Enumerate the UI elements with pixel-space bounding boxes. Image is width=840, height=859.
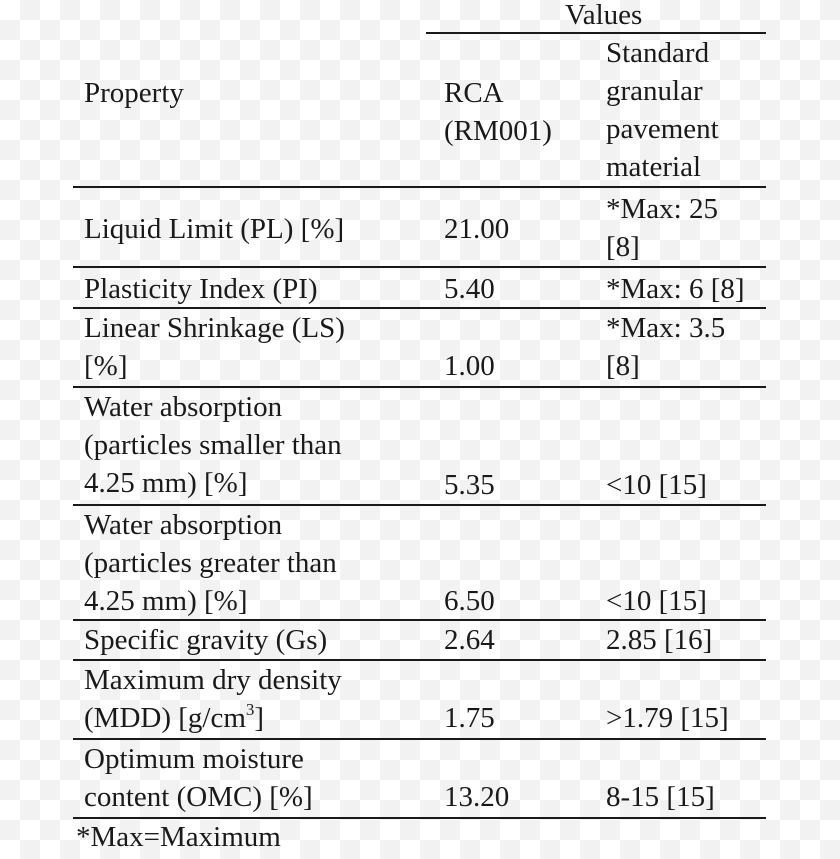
row-6-rca: 2.64 [444, 624, 495, 656]
row-7-property-line2: (MDD) $[g/cm^3]$ [84, 700, 265, 734]
row-5-property: Water absorption (particles greater than 4.25 mm) [%] [84, 509, 337, 617]
row-7-rca: 1.75 [444, 702, 495, 734]
row-7-property-line1: Maximum dry density [84, 664, 342, 696]
row-1-standard: *Max: 25 [8] [606, 193, 718, 263]
property-header: Property [84, 77, 184, 109]
row-5-rca: 6.50 [444, 585, 495, 617]
row-2-rca: 5.40 [444, 273, 495, 305]
row-5-standard: <10 [15] [606, 585, 707, 617]
values-header: Values [565, 0, 643, 31]
row-8-standard: 8-15 [15] [606, 781, 715, 813]
row-4-property: Water absorption (particles smaller than 4.25 mm) [%] [84, 391, 342, 499]
superscript-3: 3 [245, 700, 255, 719]
standard-header: Standard granular pavement material [606, 37, 719, 183]
row-3-property: Linear Shrinkage (LS) [%] [84, 312, 345, 382]
row-3-standard: *Max: 3.5 [8] [606, 312, 726, 382]
row-2-property: Plasticity Index (PI) [84, 273, 318, 305]
row-7-property [84, 661, 342, 737]
row-1-rca: 21.00 [444, 213, 510, 245]
header-divider [73, 186, 766, 188]
row-6-standard: 2.85 [16] [606, 624, 713, 656]
row-8-rca: 13.20 [444, 781, 510, 813]
footnote: *Max=Maximum [76, 821, 281, 853]
row-1-property: Liquid Limit (PL) [%] [84, 213, 345, 245]
row-7-standard: >1.79 [15] [606, 702, 729, 734]
row-3-rca: 1.00 [444, 350, 495, 382]
row-4-standard: <10 [15] [606, 469, 707, 501]
row-6-property: Specific gravity (Gs) [84, 624, 328, 656]
row-4-rca: 5.35 [444, 469, 495, 501]
rca-header: RCA (RM001) [444, 77, 552, 147]
row-2-standard: *Max: 6 [8] [606, 273, 745, 305]
row-8-property: Optimum moisture content (OMC) [%] [84, 743, 313, 813]
row-1-divider [73, 266, 766, 268]
